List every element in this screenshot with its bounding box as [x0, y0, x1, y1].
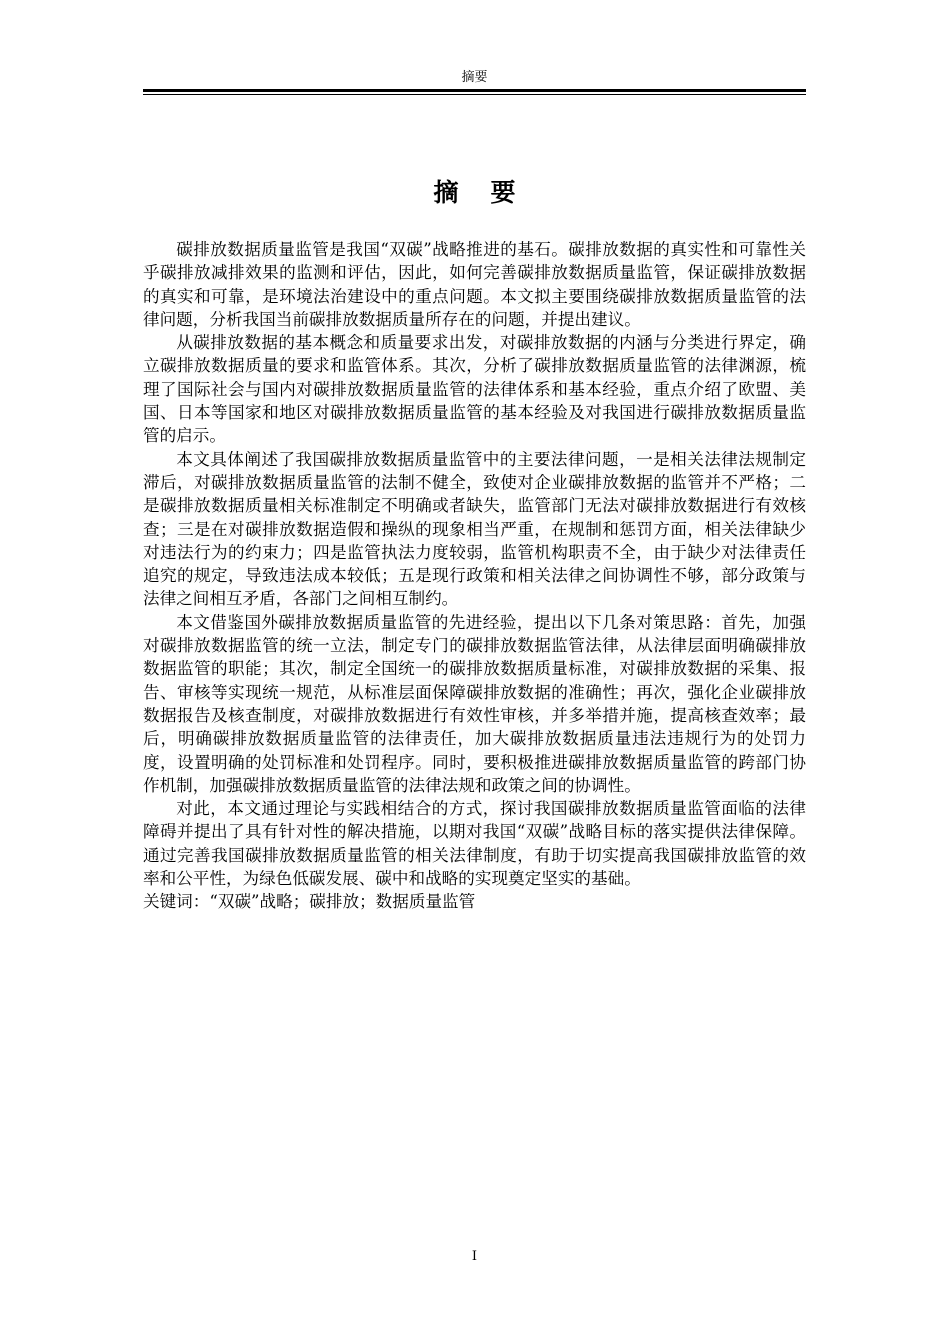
abstract-body: [143, 238, 806, 914]
abstract-paragraph-1: 碳排放数据质量监管是我国“双碳”战略推进的基石。碳排放数据的真实性和可靠性关乎碳排放减排效果的监测和评估，因此，如何完善碳排放数据质量监管，保证碳排放数据的真实和可靠，是环境法治建设中的重点问题。本文拟主要围绕碳排放数据质量监管的法律问题，分析我国当前碳排放数据质量所存在的问题，并提出建议。: [143, 240, 806, 329]
page-number: I: [471, 1249, 478, 1264]
title-char-2: 要: [490, 178, 516, 207]
abstract-paragraph-5: 对此，本文通过理论与实践相结合的方式，探讨我国碳排放数据质量监管面临的法律障碍并提出了具有针对性的解决措施，以期对我国“双碳”战略目标的落实提供法律保障。通过完善我国碳排放数据质量监管的相关法律制度，有助于切实提高我国碳排放监管的效率和公平性，为绿色低碳发展、碳中和战略的实现奠定坚实的基础。: [143, 799, 806, 889]
keywords-line: 关键词：“双碳”战略；碳排放；数据质量监管: [143, 892, 476, 912]
header-rule-thin: [143, 94, 806, 95]
page-title: [143, 176, 806, 210]
title-char-1: 摘: [433, 178, 459, 207]
abstract-paragraph-4: 本文借鉴国外碳排放数据质量监管的先进经验，提出以下几条对策思路：首先，加强对碳排放数据监管的统一立法，制定专门的碳排放数据监管法律，从法律层面明确碳排放数据监管的职能；其次，制定全国统一的碳排放数据质量标准，对碳排放数据的采集、报告、审核等实现统一规范，从标准层面保障碳排放数据的准确性；再次，强化企业碳排放数据报告及核查制度，对碳排放数据进行有效性审核，并多举措并施，提高核查效率；最后，明确碳排放数据质量监管的法律责任，加大碳排放数据质量违法违规行为的处罚力度，设置明确的处罚标准和处罚程序。同时，要积极推进碳排放数据质量监管的跨部门协作机制，加强碳排放数据质量监管的法律法规和政策之间的协调性。: [143, 612, 806, 795]
abstract-paragraph-3: 本文具体阐述了我国碳排放数据质量监管中的主要法律问题，一是相关法律法规制定滞后，对碳排放数据质量监管的法制不健全，致使对企业碳排放数据的监管并不严格；二是碳排放数据质量相关标准制定不明确或者缺失，监管部门无法对碳排放数据进行有效核查；三是在对碳排放数据造假和操纵的现象相当严重，在规制和惩罚方面，相关法律缺少对违法行为的约束力；四是监管执法力度较弱，监管机构职责不全，由于缺少对法律责任追究的规定，导致违法成本较低；五是现行政策和相关法律之间协调性不够，部分政策与法律之间相互矛盾，各部门之间相互制约。: [143, 449, 806, 609]
running-header: 摘要: [461, 70, 488, 85]
abstract-paragraph-2: 从碳排放数据的基本概念和质量要求出发，对碳排放数据的内涵与分类进行界定，确立碳排放数据质量的要求和监管体系。其次，分析了碳排放数据质量监管的法律渊源，梳理了国际社会与国内对碳排放数据质量监管的法律体系和基本经验，重点介绍了欧盟、美国、日本等国家和地区对碳排放数据质量监管的基本经验及对我国进行碳排放数据质量监管的启示。: [143, 333, 806, 446]
header-rule-thick: [143, 89, 806, 92]
